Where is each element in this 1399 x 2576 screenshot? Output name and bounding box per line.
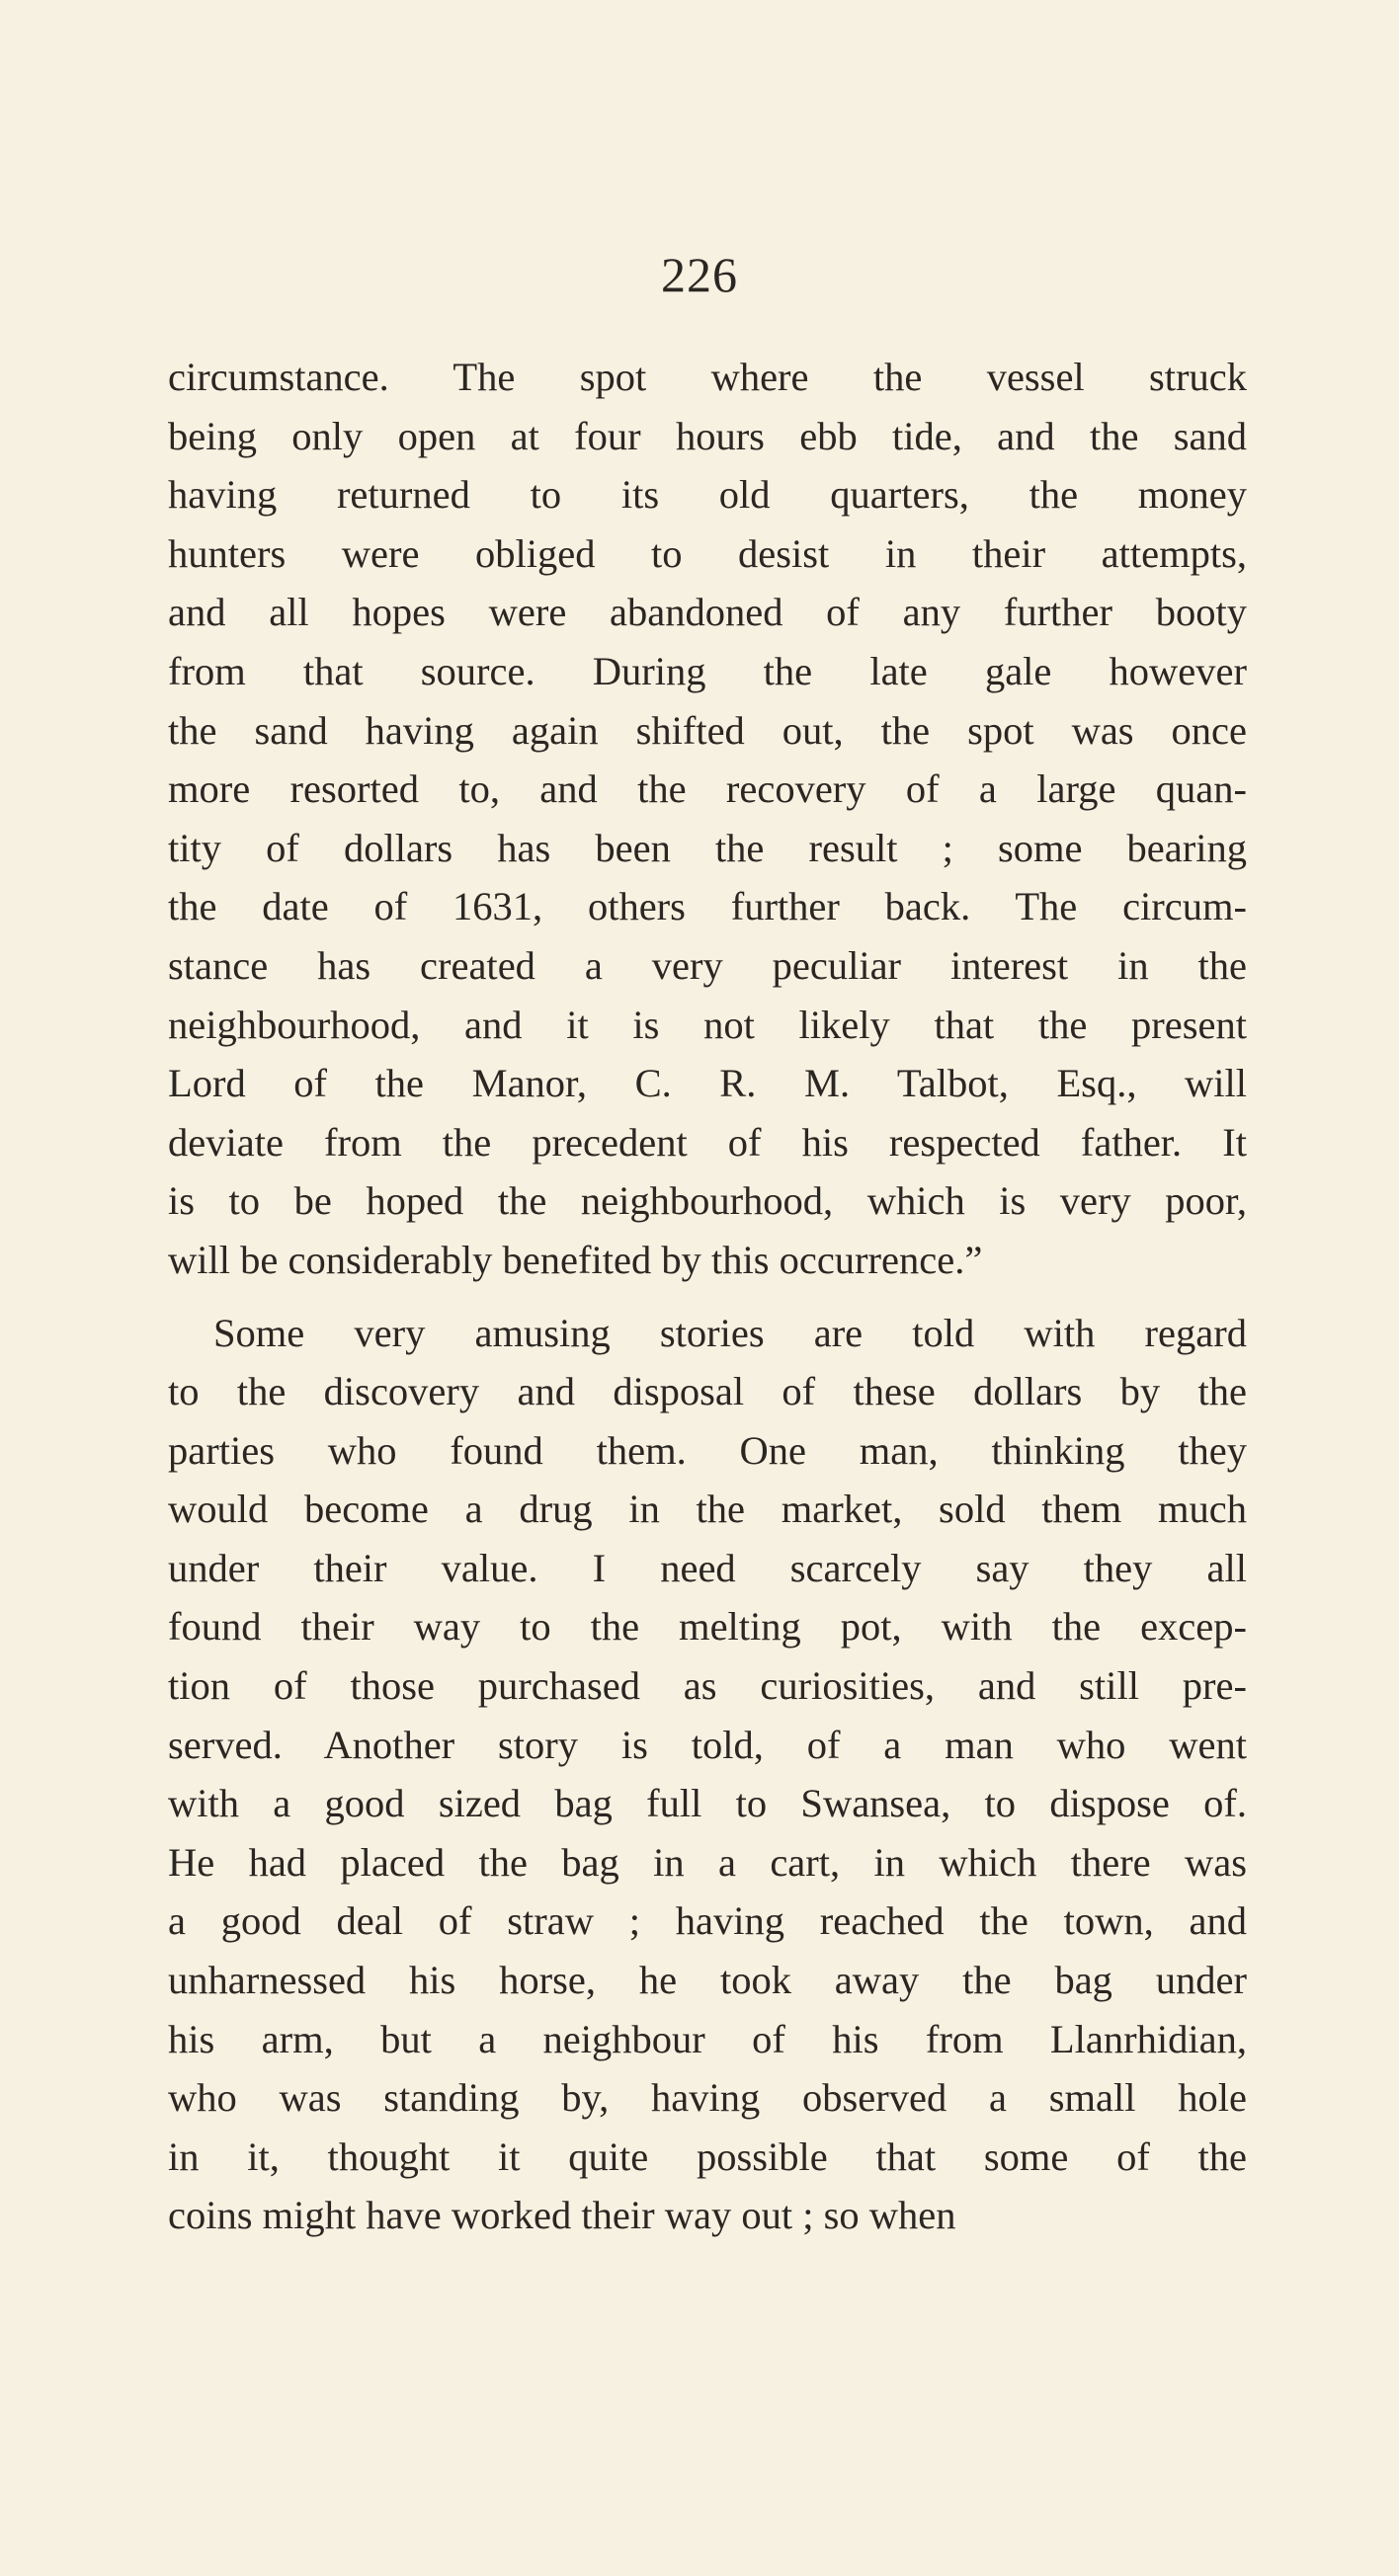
text-line: tity of dollars has been the result ; some bearing: [168, 825, 1247, 870]
text-line: stance has created a very peculiar interest in the: [168, 942, 1247, 988]
paragraph: [168, 1304, 1247, 2246]
text-line: tion of those purchased as curiosities, and still pre-: [168, 1663, 1247, 1709]
text-line: Some very amusing stories are told with regard: [213, 1310, 1247, 1355]
text-line: hunters were obliged to desist in their attempts,: [168, 530, 1247, 576]
text-line: his arm, but a neighbour of his from Llanrhidian,: [168, 2016, 1247, 2061]
page-number: 226: [661, 247, 738, 302]
text-line: circumstance. The spot where the vessel struck: [168, 355, 1247, 399]
text-line: served. Another story is told, of a man who went: [168, 1722, 1247, 1767]
text-line: more resorted to, and the recovery of a large quan-: [168, 766, 1247, 812]
text-line: from that source. During the late gale however: [168, 648, 1247, 693]
body-text: [168, 348, 1247, 2245]
text-line: coins might have worked their way out ; so when: [168, 2193, 956, 2238]
paragraph-gap: [168, 1290, 1247, 1304]
text-line: to the discovery and disposal of these dollars by the: [168, 1369, 1247, 1414]
text-line: under their value. I need scarcely say they all: [168, 1545, 1247, 1590]
text-line: and all hopes were abandoned of any further booty: [168, 590, 1247, 635]
text-line: will be considerably benefited by this occurrence.”: [168, 1237, 983, 1282]
text-line: having returned to its old quarters, the money: [168, 472, 1247, 518]
text-line: is to be hoped the neighbourhood, which is very poor,: [168, 1178, 1247, 1224]
text-line: would become a drug in the market, sold them much: [168, 1487, 1247, 1532]
text-line: the sand having again shifted out, the spot was once: [168, 707, 1247, 753]
text-line: in it, thought it quite possible that some of the: [168, 2133, 1247, 2179]
text-line: deviate from the precedent of his respected father. It: [168, 1119, 1247, 1165]
text-line: He had placed the bag in a cart, in which there was: [168, 1839, 1247, 1885]
text-line: parties who found them. One man, thinking they: [168, 1427, 1247, 1473]
text-line: unharnessed his horse, he took away the bag under: [168, 1958, 1247, 2003]
text-line: the date of 1631, others further back. The circum-: [168, 884, 1247, 929]
text-line: a good deal of straw ; having reached the town, and: [168, 1898, 1247, 1944]
text-line: being only open at four hours ebb tide, and the sand: [168, 413, 1247, 458]
text-line: with a good sized bag full to Swansea, to dispose of.: [168, 1781, 1247, 1826]
text-line: who was standing by, having observed a small hole: [168, 2075, 1247, 2121]
text-line: found their way to the melting pot, with the excep-: [168, 1604, 1247, 1650]
paragraph: [168, 348, 1247, 1290]
text-line: neighbourhood, and it is not likely that the present: [168, 1002, 1247, 1047]
text-line: Lord of the Manor, C. R. M. Talbot, Esq., will: [168, 1061, 1247, 1106]
